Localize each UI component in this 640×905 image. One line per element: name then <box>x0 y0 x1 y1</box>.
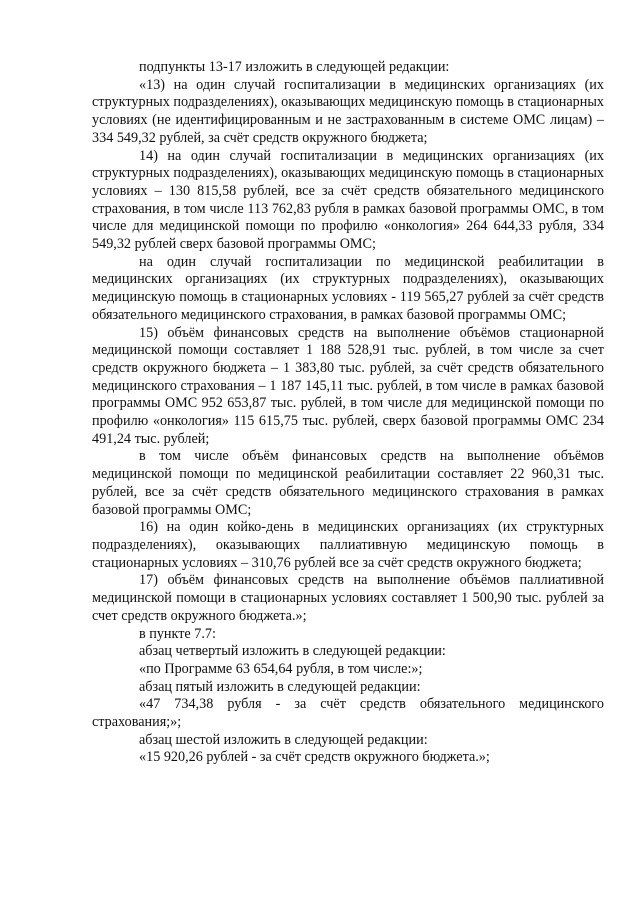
paragraph-item-15: 15) объём финансовых средств на выполнение объёмов стационарной медицинской помощи составляет 1 188 528,91 тыс. рублей, в том числе за счет средств окружного бюджета – 1 383,80 тыс. рублей, за счёт средств обязательного медицинского страхования – 1 187 145,11 тыс. рублей, в том числе в рамках базовой программы ОМС 952 653,87 тыс. рублей, в том числе для медицинской помощи по профилю «онкология» 115 615,75 тыс. рублей, сверх базовой программы ОМС 234 491,24 тыс. рублей; <box>92 324 604 447</box>
paragraph-fifth-text: «47 734,38 рубля - за счёт средств обязательного медицинского страхования;»; <box>92 696 604 731</box>
paragraph-sixth-heading: абзац шестой изложить в следующей редакции: <box>139 731 428 748</box>
paragraph-rehabilitation: на один случай госпитализации по медицинской реабилитации в медицинских организациях (их структурных подразделениях), оказывающих медицинскую помощь в стационарных условиях - 119 565,27 рублей за счёт средств обязательного медицинского страхования, в рамках базовой программы ОМС; <box>92 253 604 323</box>
paragraph-fifth-heading: абзац пятый изложить в следующей редакции: <box>139 678 421 695</box>
paragraph-rehabilitation-volume: в том числе объём финансовых средств на выполнение объёмов медицинской помощи по медицинской реабилитации составляет 22 960,31 тыс. рублей, все за счёт средств обязательного медицинского страхования в рамках базовой программы ОМС; <box>92 448 604 518</box>
paragraph-item-14: 14) на один случай госпитализации в медицинских организациях (их структурных подразделениях), оказывающих медицинскую помощь в стационарных условиях – 130 815,58 рублей, все за счёт средств обязательного медицинского страхования, в том числе 113 762,83 рубля в рамках базовой программы ОМС, в том числе для медицинской помощи по профилю «онкология» 264 644,33 рубля, 334 549,32 рублей сверх базовой программы ОМС; <box>92 147 604 253</box>
paragraph-fourth-heading: абзац четвертый изложить в следующей редакции: <box>139 643 446 660</box>
paragraph-fourth-text: «по Программе 63 654,64 рубля, в том числе:»; <box>139 660 423 677</box>
paragraph-sixth-text: «15 920,26 рублей - за счёт средств окружного бюджета.»; <box>139 749 490 766</box>
paragraph-point-7-7: в пункте 7.7: <box>139 625 216 642</box>
document-body <box>92 59 604 767</box>
paragraph-intro: подпункты 13-17 изложить в следующей редакции: <box>139 59 450 75</box>
paragraph-item-13: «13) на один случай госпитализации в медицинских организациях (их структурных подразделениях), оказывающих медицинскую помощь в стационарных условиях (не идентифицированным и не застрахованным в системе ОМС лицам) – 334 549,32 рублей, за счёт средств окружного бюджета; <box>92 76 604 146</box>
paragraph-item-16: 16) на один койко-день в медицинских организациях (их структурных подразделениях), оказывающих паллиативную медицинскую помощь в стационарных условиях – 310,76 рублей все за счёт средств окружного бюджета; <box>92 519 604 571</box>
paragraph-item-17: 17) объём финансовых средств на выполнение объёмов паллиативной медицинской помощи в стационарных условиях составляет 1 500,90 тыс. рублей за счет средств окружного бюджета.»; <box>92 572 604 624</box>
